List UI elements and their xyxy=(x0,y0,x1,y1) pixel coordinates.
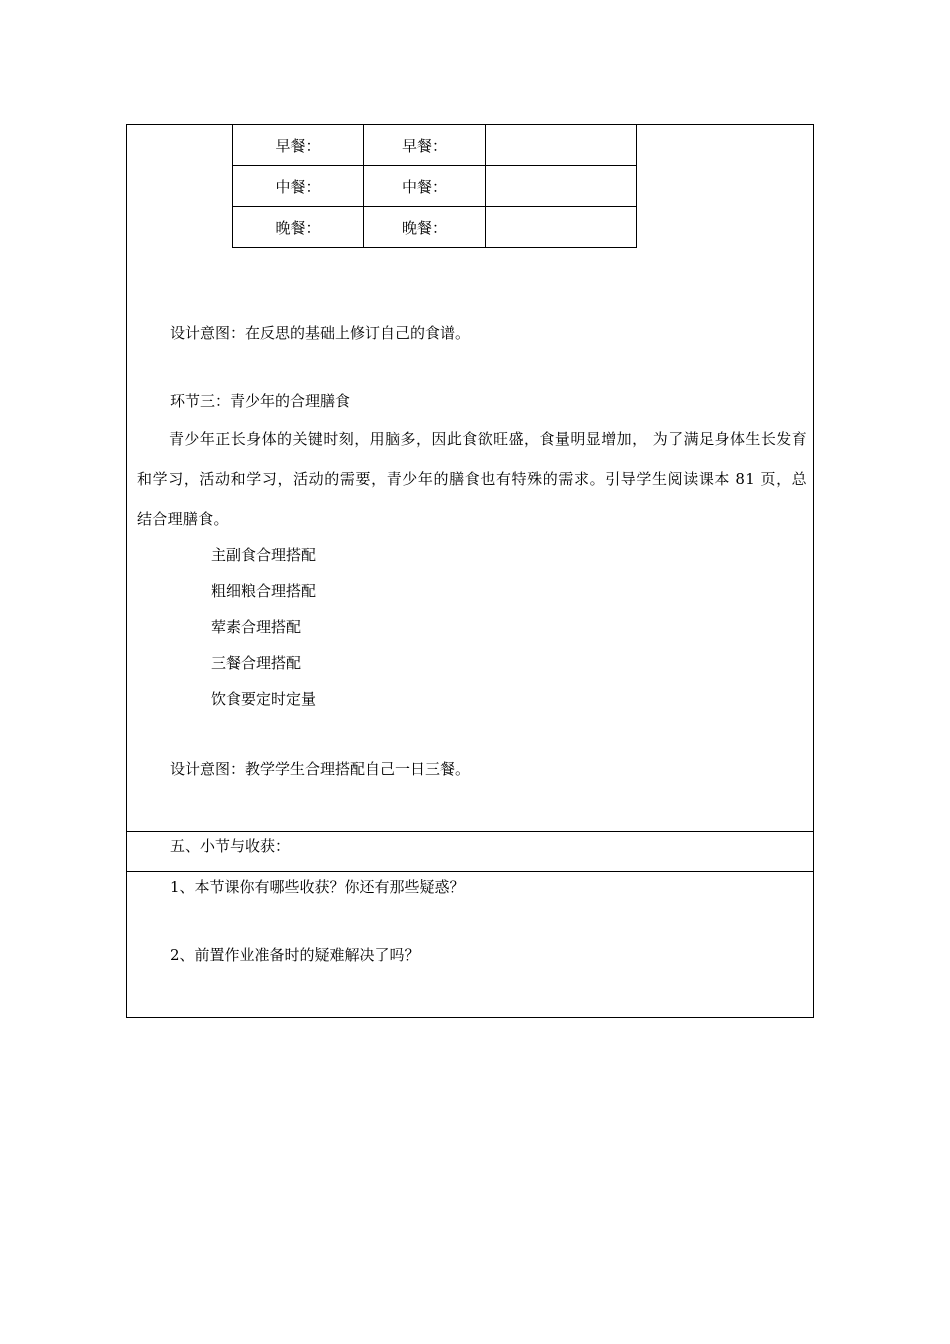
table-row xyxy=(233,125,637,166)
lesson-plan-frame xyxy=(126,124,814,1018)
table-cell xyxy=(486,166,637,207)
table-cell: 晚餐： xyxy=(364,207,486,248)
table-cell: 中餐： xyxy=(233,166,364,207)
table-cell: 中餐： xyxy=(364,166,486,207)
design-intent-1: 设计意图：在反思的基础上修订自己的食谱。 xyxy=(170,324,471,342)
summary-heading: 五、小节与收获： xyxy=(170,837,291,855)
design-intent-2: 设计意图：教学学生合理搭配自己一日三餐。 xyxy=(170,760,471,778)
meal-table xyxy=(232,124,637,248)
table-row xyxy=(233,166,637,207)
summary-question-2: 2、前置作业准备时的疑难解决了吗？ xyxy=(170,946,420,964)
list-item: 饮食要定时定量 xyxy=(211,690,317,708)
table-row xyxy=(233,207,637,248)
list-item: 三餐合理搭配 xyxy=(211,654,302,672)
list-item: 荤素合理搭配 xyxy=(211,618,302,636)
summary-question-1: 1、本节课你有哪些收获？你还有那些疑惑？ xyxy=(170,878,465,896)
table-cell: 早餐： xyxy=(364,125,486,166)
table-cell: 晚餐： xyxy=(233,207,364,248)
row-divider xyxy=(127,831,813,832)
row-divider xyxy=(127,871,813,872)
list-item: 粗细粮合理搭配 xyxy=(211,582,317,600)
table-cell xyxy=(486,125,637,166)
list-item: 主副食合理搭配 xyxy=(211,546,317,564)
table-cell xyxy=(486,207,637,248)
section3-paragraph: 青少年正长身体的关键时刻，用脑多，因此食欲旺盛，食量明显增加， 为了满足身体生长发育和学习，活动和学习，活动的需要，青少年的膳食也有特殊的需求。引导学生阅读课本 81 页，总结合理膳食。 xyxy=(137,430,807,528)
table-cell: 早餐： xyxy=(233,125,364,166)
section3-heading: 环节三：青少年的合理膳食 xyxy=(170,392,351,410)
